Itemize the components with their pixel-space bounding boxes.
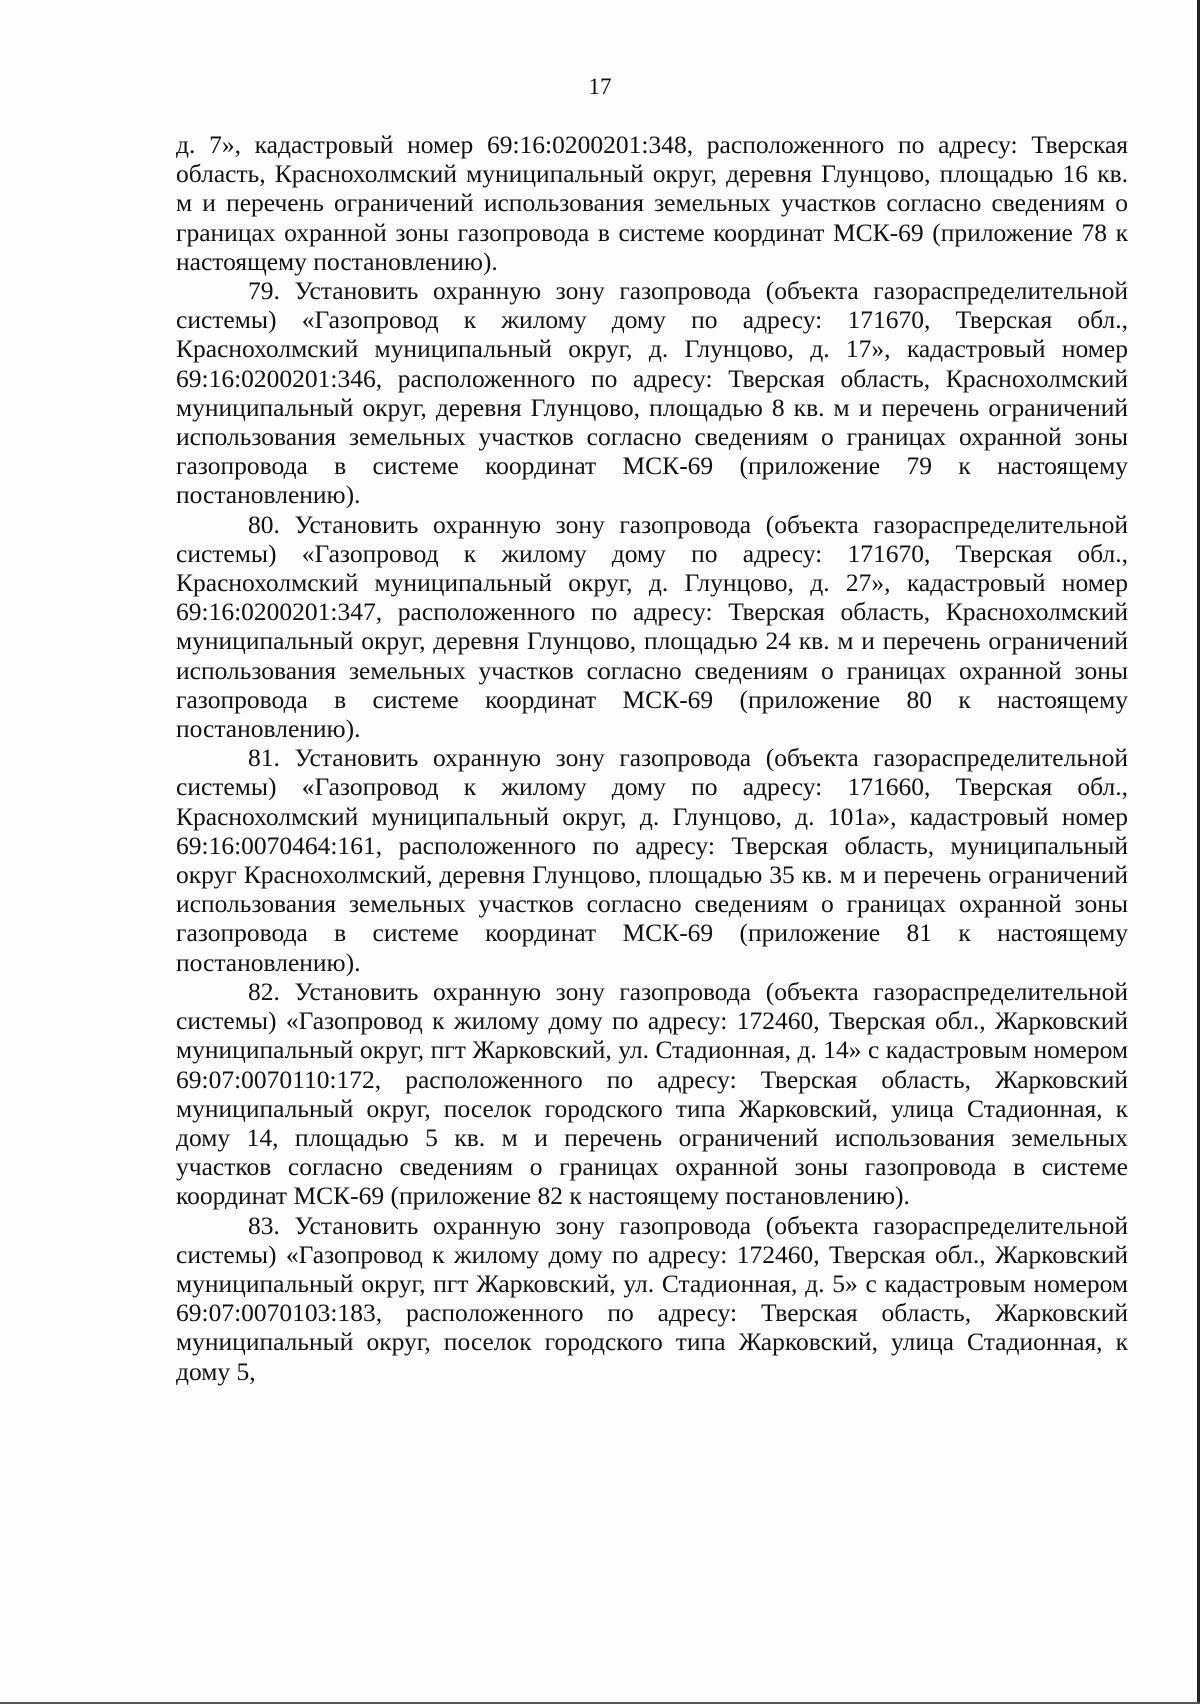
paragraph-number: 79.: [248, 276, 280, 306]
paragraph-text: Установить охранную зону газопровода (объекта газораспределительной системы) «Газопровод к жилому дому по адресу: 171670, Тверская обл., Краснохолмский муниципальный округ, д. Глунцово, д. 17», кадастровый номер 69:16:0200201:346, расположенного по адресу: Тверская область, Краснохолмский муниципальный округ, деревня Глунцово, площадью 8 кв. м и перечень ограничений использования земельных участков согласно сведениям о границах охранной зоны газопровода в системе координат МСК-69 (приложение 79 к настоящему постановлению).: [176, 276, 1128, 510]
paragraph-number: 83.: [248, 1210, 280, 1240]
document-body: [176, 130, 1128, 1386]
paragraph-79: [176, 276, 1128, 510]
paragraph-number: 81.: [248, 743, 280, 773]
paragraph-text: Установить охранную зону газопровода (объекта газораспределительной системы) «Газопровод к жилому дому по адресу: 172460, Тверская обл., Жарковский муниципальный округ, пгт Жарковский, ул. Стадионная, д. 5» с кадастровым номером 69:07:0070103:183, расположенного по адресу: Тверская область, Жарковский муниципальный округ, поселок городского типа Жарковский, улица Стадионная, к дому 5,: [176, 1210, 1128, 1386]
paragraph-78-continued: [176, 130, 1128, 276]
paragraph-text: Установить охранную зону газопровода (объекта газораспределительной системы) «Газопровод к жилому дому по адресу: 171660, Тверская обл., Краснохолмский муниципальный округ, д. Глунцово, д. 101а», кадастровый номер 69:16:0070464:161, расположенного по адресу: Тверская область, муниципальный округ Краснохолмский, деревня Глунцово, площадью 35 кв. м и перечень ограничений использования земельных участков согласно сведениям о границах охранной зоны газопровода в системе координат МСК-69 (приложение 81 к настоящему постановлению).: [176, 743, 1128, 977]
paragraph-number: 82.: [248, 976, 280, 1006]
paragraph-80: [176, 510, 1128, 744]
paragraph-text: Установить охранную зону газопровода (объекта газораспределительной системы) «Газопровод к жилому дому по адресу: 172460, Тверская обл., Жарковский муниципальный округ, пгт Жарковский, ул. Стадионная, д. 14» с кадастровым номером 69:07:0070110:172, расположенного по адресу: Тверская область, Жарковский муниципальный округ, поселок городского типа Жарковский, улица Стадионная, к дому 14, площадью 5 кв. м и перечень ограничений использования земельных участков согласно сведениям о границах охранной зоны газопровода в системе координат МСК-69 (приложение 82 к настоящему постановлению).: [176, 976, 1128, 1211]
page-number: 17: [588, 74, 612, 99]
paragraph-text: д. 7», кадастровый номер 69:16:0200201:348, расположенного по адресу: Тверская область, Краснохолмский муниципальный округ, деревня Глунцово, площадью 16 кв. м и перечень ограничений использования земельных участков согласно сведениям о границах охранной зоны газопровода в системе координат МСК-69 (приложение 78 к настоящему постановлению).: [176, 130, 1128, 276]
paragraph-83: [176, 1211, 1128, 1386]
paragraph-text: Установить охранную зону газопровода (объекта газораспределительной системы) «Газопровод к жилому дому по адресу: 171670, Тверская обл., Краснохолмский муниципальный округ, д. Глунцово, д. 27», кадастровый номер 69:16:0200201:347, расположенного по адресу: Тверская область, Краснохолмский муниципальный округ, деревня Глунцово, площадью 24 кв. м и перечень ограничений использования земельных участков согласно сведениям о границах охранной зоны газопровода в системе координат МСК-69 (приложение 80 к настоящему постановлению).: [176, 509, 1128, 744]
paragraph-81: [176, 743, 1128, 977]
paragraph-82: [176, 977, 1128, 1211]
paragraph-number: 80.: [248, 509, 280, 539]
